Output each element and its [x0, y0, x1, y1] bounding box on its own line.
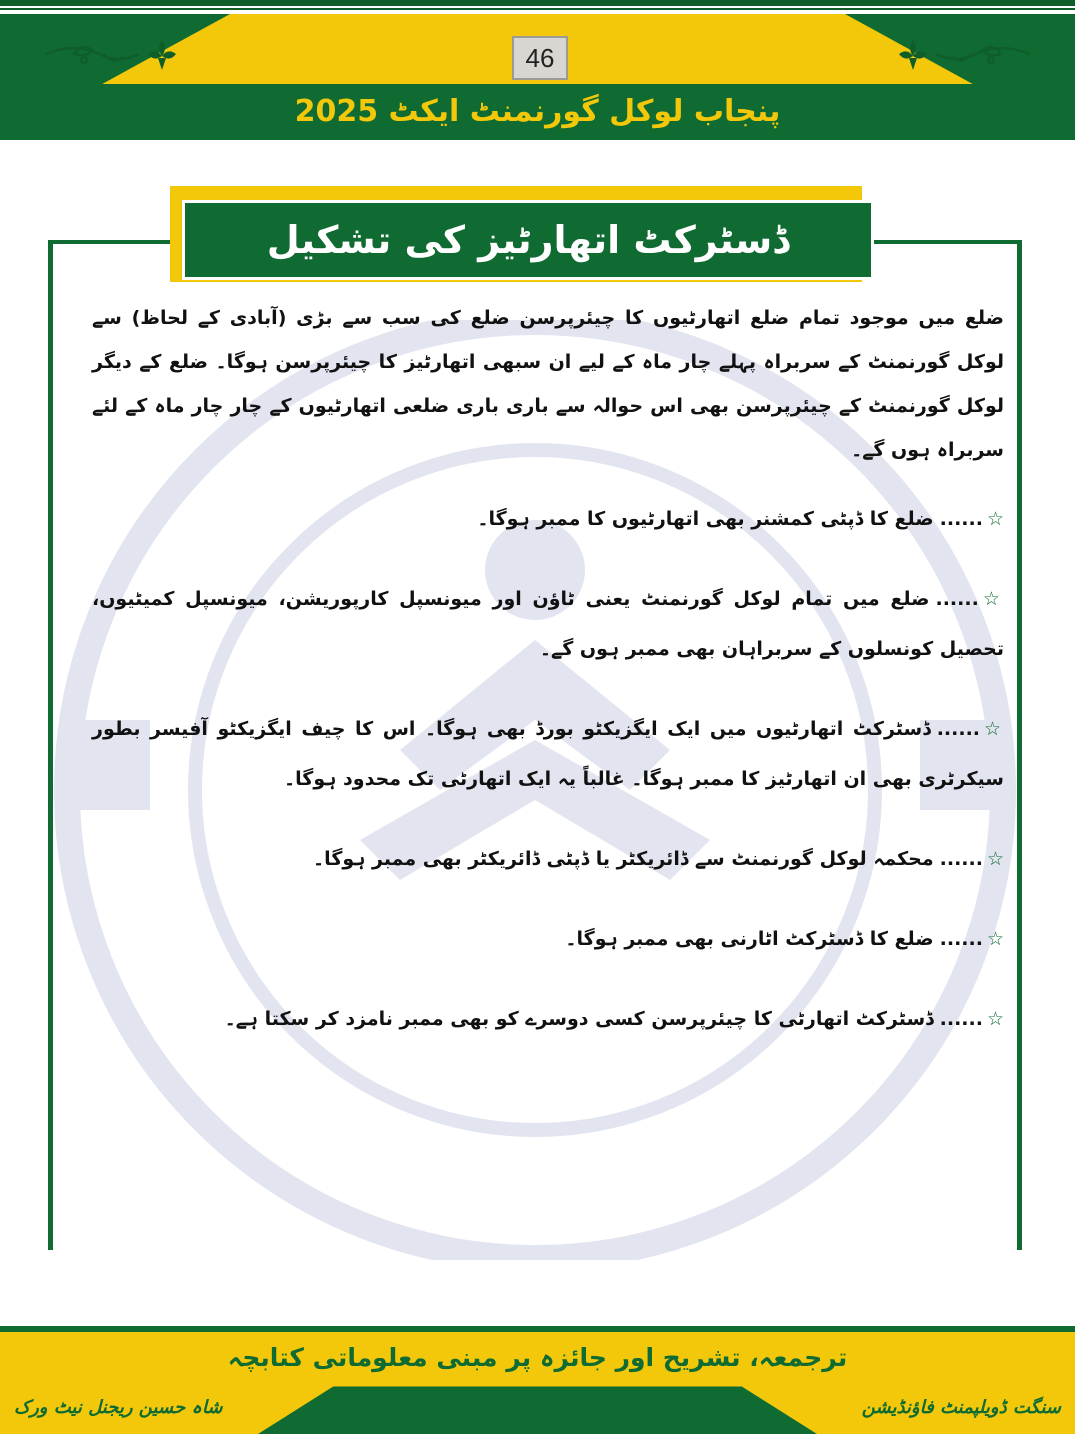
top-thin-line	[0, 8, 1075, 10]
section-heading: ڈسٹرکٹ اتھارٹیز کی تشکیل	[182, 200, 874, 280]
footer-left-credit: شاہ حسین ریجنل نیٹ ورک	[14, 1397, 223, 1418]
list-item: ☆......محکمہ لوکل گورنمنٹ سے ڈائریکٹر یا ڈپٹی ڈائریکٹر بھی ممبر ہوگا۔	[313, 848, 1004, 870]
content-body	[92, 296, 1004, 1044]
list-item-text: ڈسٹرکٹ اتھارٹیوں میں ایک ایگزیکٹو بورڈ بھی ہوگا۔ اس کا چیف ایگزیکٹو آفیسر بطور سیکرٹری بھی ان اتھارٹیز کا ممبر ہوگا۔ غالباً یہ ایک اتھارٹی تک محدود ہوگا۔	[92, 718, 1004, 790]
list-item-text: ضلع کا ڈسٹرکٹ اٹارنی بھی ممبر ہوگا۔	[565, 928, 934, 950]
list-item: ☆......ضلع میں تمام لوکل گورنمنٹ یعنی ٹاؤن اور میونسپل کارپوریشن، میونسپل کمیٹیوں، تحصیل کونسلوں کے سربراہان بھی ممبر ہوں گے۔	[92, 588, 1004, 660]
list-item: ☆......ضلع کا ڈپٹی کمشنر بھی اتھارٹیوں کا ممبر ہوگا۔	[477, 508, 1004, 530]
page-header	[0, 14, 1075, 140]
star-icon: ☆	[986, 508, 1004, 530]
top-strip	[0, 0, 1075, 12]
star-icon: ☆	[982, 588, 1004, 610]
footer-title: ترجمعہ، تشریح اور جائزہ پر مبنی معلوماتی کتابچہ	[227, 1343, 848, 1372]
star-icon: ☆	[986, 928, 1004, 950]
star-icon: ☆	[986, 1008, 1004, 1030]
list-item-text: محکمہ لوکل گورنمنٹ سے ڈائریکٹر یا ڈپٹی ڈائریکٹر بھی ممبر ہوگا۔	[313, 848, 934, 870]
list-item: ☆......ڈسٹرکٹ اتھارٹیوں میں ایک ایگزیکٹو بورڈ بھی ہوگا۔ اس کا چیف ایگزیکٹو آفیسر بطور سیکرٹری بھی ان اتھارٹیز کا ممبر ہوگا۔ غالباً یہ ایک اتھارٹی تک محدود ہوگا۔	[92, 718, 1004, 790]
top-green-line	[0, 0, 1075, 6]
list-item-text: ضلع کا ڈپٹی کمشنر بھی اتھارٹیوں کا ممبر ہوگا۔	[477, 508, 934, 530]
list-item: ☆......ضلع کا ڈسٹرکٹ اٹارنی بھی ممبر ہوگا۔	[565, 928, 1004, 950]
list-item: ☆......ڈسٹرکٹ اتھارٹی کا چیئرپرسن کسی دوسرے کو بھی ممبر نامزد کر سکتا ہے۔	[224, 1008, 1004, 1030]
header-title: پنجاب لوکل گورنمنٹ ایکٹ 2025	[294, 94, 781, 129]
footer-top-line	[0, 1326, 1075, 1332]
right-ornament-icon	[881, 34, 1031, 74]
page-number: 46	[512, 36, 568, 80]
star-icon: ☆	[986, 848, 1004, 870]
list-item-text: ضلع میں تمام لوکل گورنمنٹ یعنی ٹاؤن اور میونسپل کارپوریشن، میونسپل کمیٹیوں، تحصیل کونسلوں کے سربراہان بھی ممبر ہوں گے۔	[92, 588, 1004, 660]
page-footer	[0, 1326, 1075, 1434]
footer-right-credit: سنگت ڈویلپمنٹ فاؤنڈیشن	[861, 1397, 1061, 1418]
list-item-text: ڈسٹرکٹ اتھارٹی کا چیئرپرسن کسی دوسرے کو بھی ممبر نامزد کر سکتا ہے۔	[224, 1008, 934, 1030]
intro-paragraph: ضلع میں موجود تمام ضلع اتھارٹیوں کا چیئرپرسن ضلع کی سب سے بڑی (آبادی کے لحاظ) سے لوکل گورنمنٹ کے سربراہ پہلے چار ماہ کے لیے ان سبھی اتھارٹیز کا چیئرپرسن ہوگا۔ ضلع کے دیگر لوکل گورنمنٹ کے چیئرپرسن بھی اس حوالہ سے باری باری ضلعی اتھارٹیوں کے چار چار ماہ کے لئے سربراہ ہوں گے۔	[92, 307, 1004, 461]
star-icon: ☆	[984, 718, 1004, 740]
left-ornament-icon	[44, 34, 194, 74]
